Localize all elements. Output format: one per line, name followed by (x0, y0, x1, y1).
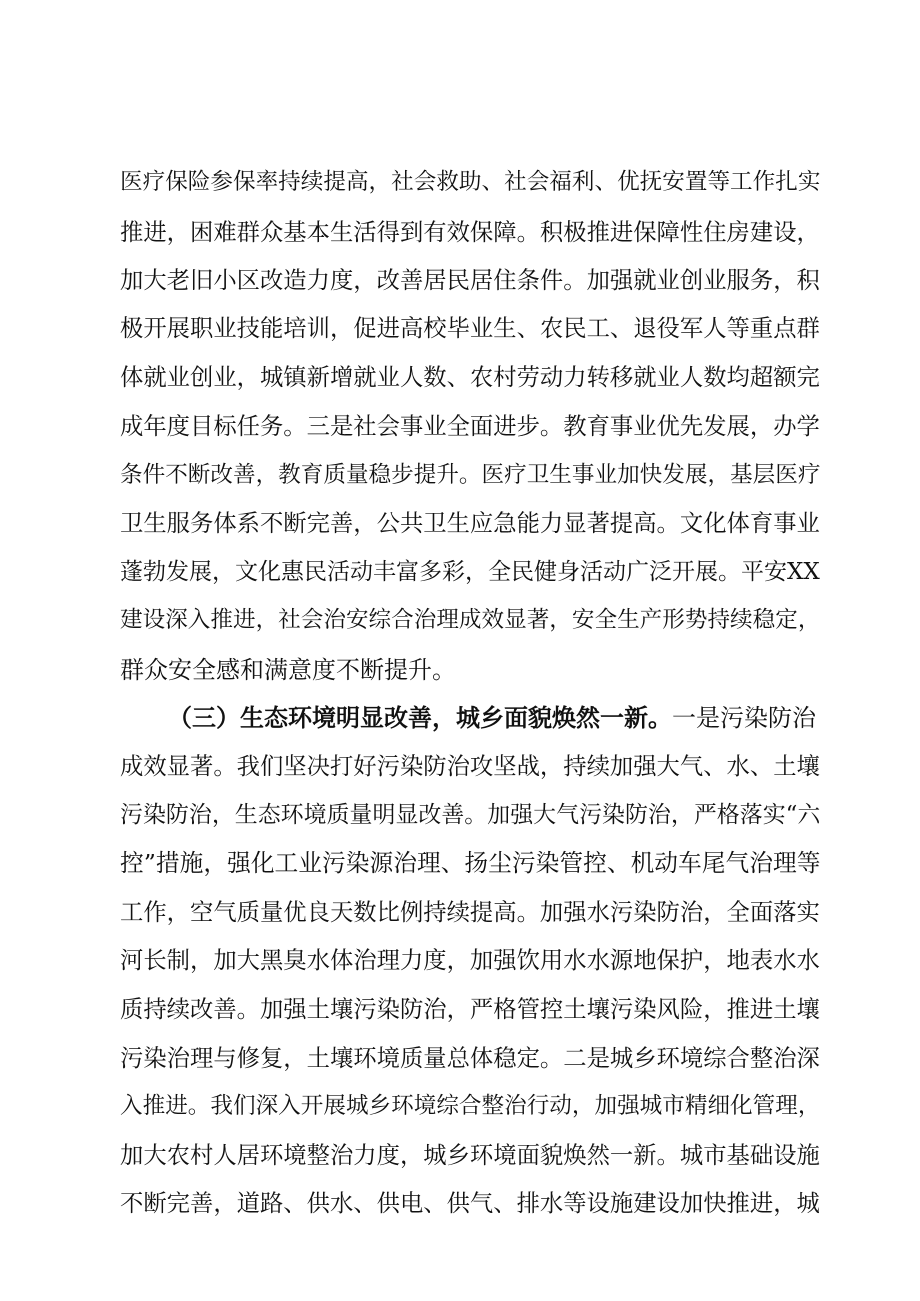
paragraph-line: 蓬 勃 发 展 ， 文 化 惠 民 活 动 丰 富 多 彩 ， 全 民 健 身 活 动 广 泛 开 展 。 平 安 X X (120, 559, 820, 585)
paragraph-line: 医 疗 保 险 参 保 率 持 续 提 高 ， 社 会 救 助 、 社 会 福 利 、 优 抚 安 置 等 工 作 扎 实 (120, 169, 821, 195)
paragraph-line: 条 件 不 断 改 善 ， 教 育 质 量 稳 步 提 升 。 医 疗 卫 生 事 业 加 快 发 展 ， 基 层 医 疗 (120, 462, 821, 488)
paragraph-line: 成 年 度 目 标 任 务 。 三 是 社 会 事 业 全 面 进 步 。 教 育 事 业 优 先 发 展 ， 办 学 (120, 412, 820, 440)
paragraph-line: 质 持 续 改 善 。 加 强 土 壤 污 染 防 治 ， 严 格 管 控 土 壤 污 染 风 险 ， 推 进 土 壤 (120, 995, 820, 1023)
paragraph-line: 河 长 制 ， 加 大 黑 臭 水 体 治 理 力 度 ， 加 强 饮 用 水 水 源 地 保 护 ， 地 表 水 水 (120, 946, 820, 974)
paragraph-line: 不 断 完 善 ， 道 路 、 供 水 、 供 电 、 供 气 、 排 水 等 设 施 建 设 加 快 推 进 ， 城 (120, 1189, 820, 1217)
paragraph-line: 工 作 ， 空 气 质 量 优 良 天 数 比 例 持 续 提 高 。 加 强 水 污 染 防 治 ， 全 面 落 实 (120, 898, 820, 926)
section-heading-continuation: 一是污染防治 (672, 704, 816, 732)
paragraph-line: 成 效 显 著 。 我 们 坚 决 打 好 污 染 防 治 攻 坚 战 ， 持 续 加 强 大 气 、 水 、 土 壤 (120, 752, 820, 780)
paragraph-line: 推 进 ， 困 难 群 众 基 本 生 活 得 到 有 效 保 障 。 积 极 推 进 保 障 性 住 房 建 设 ， (120, 218, 820, 246)
paragraph-line: 加 大 老 旧 小 区 改 造 力 度 ， 改 善 居 民 居 住 条 件 。 加 强 就 业 创 业 服 务 ， 积 (120, 266, 820, 294)
paragraph-line: 群众安全感和满意度不断提升。 (120, 656, 456, 684)
paragraph-line: 卫 生 服 务 体 系 不 断 完 善 ， 公 共 卫 生 应 急 能 力 显 著 提 高 。 文 化 体 育 事 业 (120, 509, 820, 537)
paragraph-line: 污 染 防 治 ， 生 态 环 境 质 量 明 显 改 善 。 加 强 大 气 污 染 防 治 ， 严 格 落 实 “ 六 (120, 802, 821, 828)
paragraph-line: 入 推 进 。 我 们 深 入 开 展 城 乡 环 境 综 合 整 治 行 动 ， 加 强 城 市 精 细 化 管 理 ， (120, 1093, 821, 1119)
paragraph-line: 加 大 农 村 人 居 环 境 整 治 力 度 ， 城 乡 环 境 面 貌 焕 然 一 新 。 城 市 基 础 设 施 (120, 1141, 820, 1169)
paragraph-line: 控 ” 措 施 ， 强 化 工 业 污 染 源 治 理 、 扬 尘 污 染 管 控 、 机 动 车 尾 气 治 理 等 (120, 849, 821, 877)
section-heading-line (168, 698, 820, 738)
paragraph-line: 建 设 深 入 推 进 ， 社 会 治 安 综 合 治 理 成 效 显 著 ， 安 全 生 产 形 势 持 续 稳 定 ， (120, 607, 821, 633)
section-heading: （三）生态环境明显改善，城乡面貌焕然一新。 (168, 703, 672, 732)
paragraph-line: 体 就 业 创 业 ， 城 镇 新 增 就 业 人 数 、 农 村 劳 动 力 转 移 就 业 人 数 均 超 额 完 (120, 363, 820, 391)
paragraph-line: 极 开 展 职 业 技 能 培 训 ， 促 进 高 校 毕 业 生 、 农 民 工 、 退 役 军 人 等 重 点 群 (120, 314, 820, 342)
paragraph-line: 污 染 治 理 与 修 复 ， 土 壤 环 境 质 量 总 体 稳 定 。 二 是 城 乡 环 境 综 合 整 治 深 (120, 1044, 820, 1072)
